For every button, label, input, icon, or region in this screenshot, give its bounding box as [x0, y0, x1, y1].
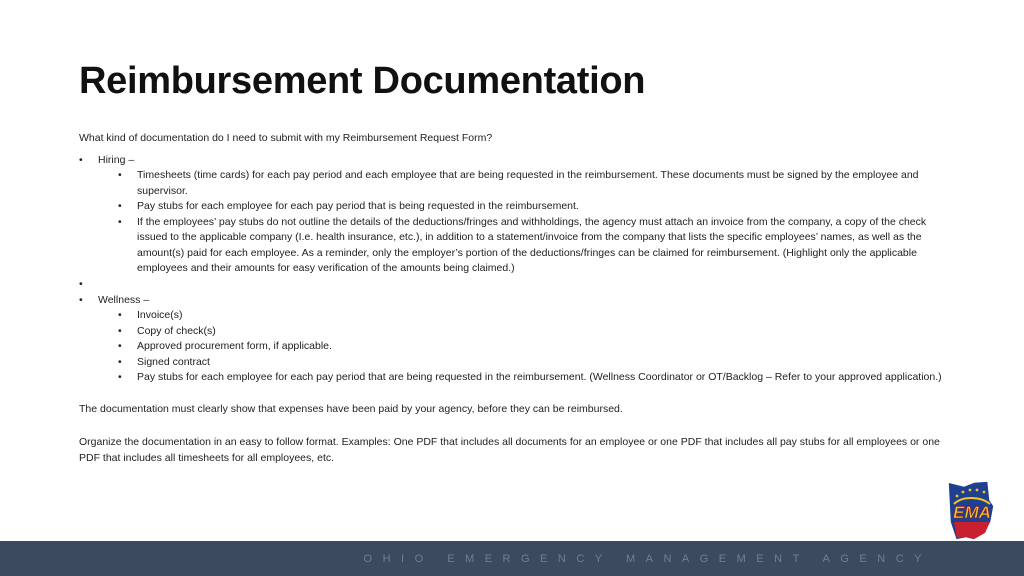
intro-question: What kind of documentation do I need to submit with my Reimbursement Request Form?: [79, 132, 493, 144]
list-item: • Pay stubs for each employee for each pay period that is being requested in the reimbursement.: [118, 199, 949, 215]
list-item: • If the employees’ pay stubs do not outline the details of the deductions/fringes and withholdings, the agency must attach an invoice from the company, a copy of the check issued to the applicable company (I.e. health insurance, etc.), in addition to a statement/invoice from the company that lists the specific employees’ names, as well as the amount(s) paid for each employee. As a reminder, only the employer’s portion of the deductions/fringes can be claimed for reimbursement. (Highlight only the applicable employees and their amounts for easy verification of the amounts being claimed.): [118, 215, 949, 277]
list-item: • Copy of check(s): [118, 324, 949, 340]
list-item: • Pay stubs for each employee for each pay period that are being requested in the reimbursement. (Wellness Coordinator or OT/Backlog – Refer to your approved application.): [118, 370, 949, 386]
list-item: • Approved procurement form, if applicable.: [118, 339, 949, 355]
star-icon: [962, 491, 965, 494]
star-icon: [983, 491, 986, 494]
organize-paragraph: Organize the documentation in an easy to follow format. Examples: One PDF that includes all documents for an employee or one PDF that includes all pay stubs for all employees or one PDF that includes all timesheets for all employees, etc.: [79, 436, 940, 464]
list-item: • Invoice(s): [118, 308, 949, 324]
wellness-section: [79, 293, 949, 386]
hiring-label: Hiring –: [98, 153, 135, 166]
ohio-ema-logo: [944, 478, 1000, 544]
requirements-list: [79, 153, 949, 386]
list-item: • Signed contract: [118, 355, 949, 371]
wellness-items: [118, 308, 949, 386]
logo-red-band: [954, 522, 990, 539]
agency-name: OHIO EMERGENCY MANAGEMENT AGENCY: [363, 553, 932, 565]
star-icon: [956, 495, 959, 498]
star-icon: [976, 489, 979, 492]
paid-requirement-paragraph: The documentation must clearly show that expenses have been paid by your agency, before they can be reimbursed.: [79, 402, 623, 415]
star-icon: [969, 489, 972, 492]
footer-bar: [0, 541, 1024, 576]
list-item: • Timesheets (time cards) for each pay period and each employee that are being requested in the reimbursement. These documents must be signed by the employee and supervisor.: [118, 168, 949, 199]
hiring-items: [118, 168, 949, 277]
hiring-section: [79, 153, 949, 277]
logo-text: EMA: [953, 503, 991, 522]
page-title: Reimbursement Documentation: [79, 60, 646, 102]
wellness-label: Wellness –: [98, 293, 150, 306]
spacer: [79, 277, 949, 293]
slide-body: [79, 131, 949, 466]
